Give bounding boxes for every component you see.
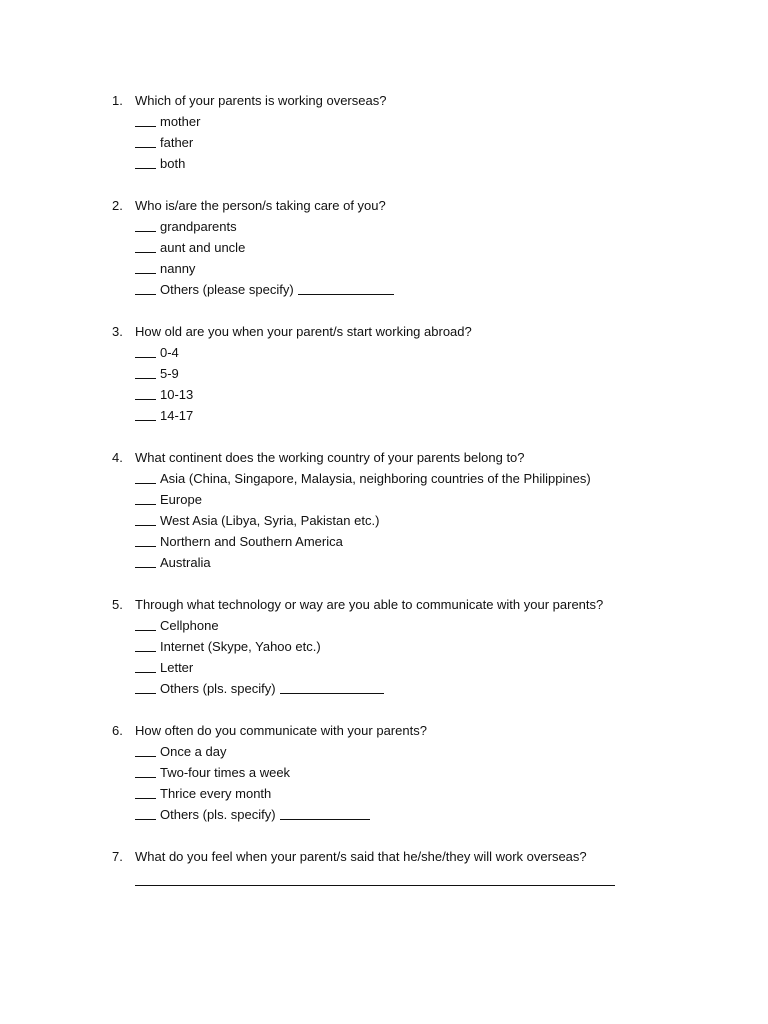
question-1 [112,90,732,174]
answer-blank[interactable] [135,406,156,421]
answer-blank[interactable] [135,763,156,778]
option-label: 0-4 [160,345,179,360]
question-7 [112,846,732,886]
option-others[interactable] [135,804,732,825]
question-text: How often do you communicate with your parents? [135,723,427,738]
answer-blank[interactable] [135,280,156,295]
question-number: 5. [112,597,123,612]
free-answer-line[interactable] [135,871,615,886]
option-australia[interactable] [135,552,732,573]
answer-blank[interactable] [135,343,156,358]
answer-blank[interactable] [135,133,156,148]
question-text: How old are you when your parent/s start working abroad? [135,324,472,339]
answer-blank[interactable] [135,532,156,547]
question-number: 6. [112,723,123,738]
answer-blank[interactable] [135,511,156,526]
question-text: Who is/are the person/s taking care of you? [135,198,386,213]
option-label: Thrice every month [160,786,272,801]
question-text: What continent does the working country of your parents belong to? [135,450,525,465]
option-label: Australia [160,555,211,570]
option-west-asia[interactable] [135,510,732,531]
option-cellphone[interactable] [135,615,732,636]
option-label: Cellphone [160,618,219,633]
answer-blank[interactable] [135,385,156,400]
option-europe[interactable] [135,489,732,510]
option-label: nanny [160,261,196,276]
option-two-four-times-week[interactable] [135,762,732,783]
question-5 [112,594,732,699]
question-number: 7. [112,849,123,864]
option-age-14-17[interactable] [135,405,732,426]
option-age-10-13[interactable] [135,384,732,405]
option-label: Northern and Southern America [160,534,343,549]
question-2 [112,195,732,300]
question-number: 1. [112,93,123,108]
answer-blank[interactable] [135,364,156,379]
option-both[interactable] [135,153,732,174]
option-label: mother [160,114,201,129]
question-number: 4. [112,450,123,465]
answer-blank[interactable] [135,742,156,757]
option-label: Others (please specify) [160,282,294,297]
question-header [112,447,732,468]
option-label: Internet (Skype, Yahoo etc.) [160,639,321,654]
option-internet[interactable] [135,636,732,657]
option-others[interactable] [135,279,732,300]
question-6 [112,720,732,825]
question-header [112,90,732,111]
question-header [112,846,732,867]
option-america[interactable] [135,531,732,552]
answer-blank[interactable] [135,238,156,253]
answer-blank[interactable] [135,784,156,799]
option-label: Others (pls. specify) [160,807,276,822]
question-3 [112,321,732,426]
option-once-a-day[interactable] [135,741,732,762]
answer-blank[interactable] [135,469,156,484]
option-others[interactable] [135,678,732,699]
answer-blank[interactable] [135,154,156,169]
specify-blank[interactable] [298,280,394,295]
answer-blank[interactable] [135,616,156,631]
option-label: Once a day [160,744,227,759]
option-label: West Asia (Libya, Syria, Pakistan etc.) [160,513,380,528]
option-label: father [160,135,194,150]
question-header [112,321,732,342]
question-number: 3. [112,324,123,339]
question-text: Through what technology or way are you able to communicate with your parents? [135,597,604,612]
option-thrice-every-month[interactable] [135,783,732,804]
question-text: Which of your parents is working overseas? [135,93,387,108]
option-age-5-9[interactable] [135,363,732,384]
option-label: Others (pls. specify) [160,681,276,696]
option-label: grandparents [160,219,237,234]
answer-blank[interactable] [135,112,156,127]
answer-blank[interactable] [135,490,156,505]
option-label: both [160,156,186,171]
option-label: Two-four times a week [160,765,291,780]
option-label: Letter [160,660,194,675]
specify-blank[interactable] [280,805,370,820]
option-letter[interactable] [135,657,732,678]
option-label: 5-9 [160,366,179,381]
answer-blank[interactable] [135,553,156,568]
question-text: What do you feel when your parent/s said that he/she/they will work overseas? [135,849,587,864]
answer-blank[interactable] [135,259,156,274]
option-mother[interactable] [135,111,732,132]
answer-blank[interactable] [135,658,156,673]
answer-blank[interactable] [135,679,156,694]
question-list [112,90,732,907]
option-label: Asia (China, Singapore, Malaysia, neighboring countries of the Philippines) [160,471,591,486]
option-label: 14-17 [160,408,194,423]
question-number: 2. [112,198,123,213]
option-grandparents[interactable] [135,216,732,237]
option-age-0-4[interactable] [135,342,732,363]
question-header [112,720,732,741]
option-label: aunt and uncle [160,240,246,255]
option-label: 10-13 [160,387,194,402]
answer-blank[interactable] [135,805,156,820]
option-father[interactable] [135,132,732,153]
option-aunt-and-uncle[interactable] [135,237,732,258]
answer-blank[interactable] [135,217,156,232]
option-nanny[interactable] [135,258,732,279]
specify-blank[interactable] [280,679,384,694]
question-4 [112,447,732,573]
option-asia[interactable] [135,468,732,489]
answer-blank[interactable] [135,637,156,652]
option-label: Europe [160,492,202,507]
question-header [112,195,732,216]
question-header [112,594,732,615]
